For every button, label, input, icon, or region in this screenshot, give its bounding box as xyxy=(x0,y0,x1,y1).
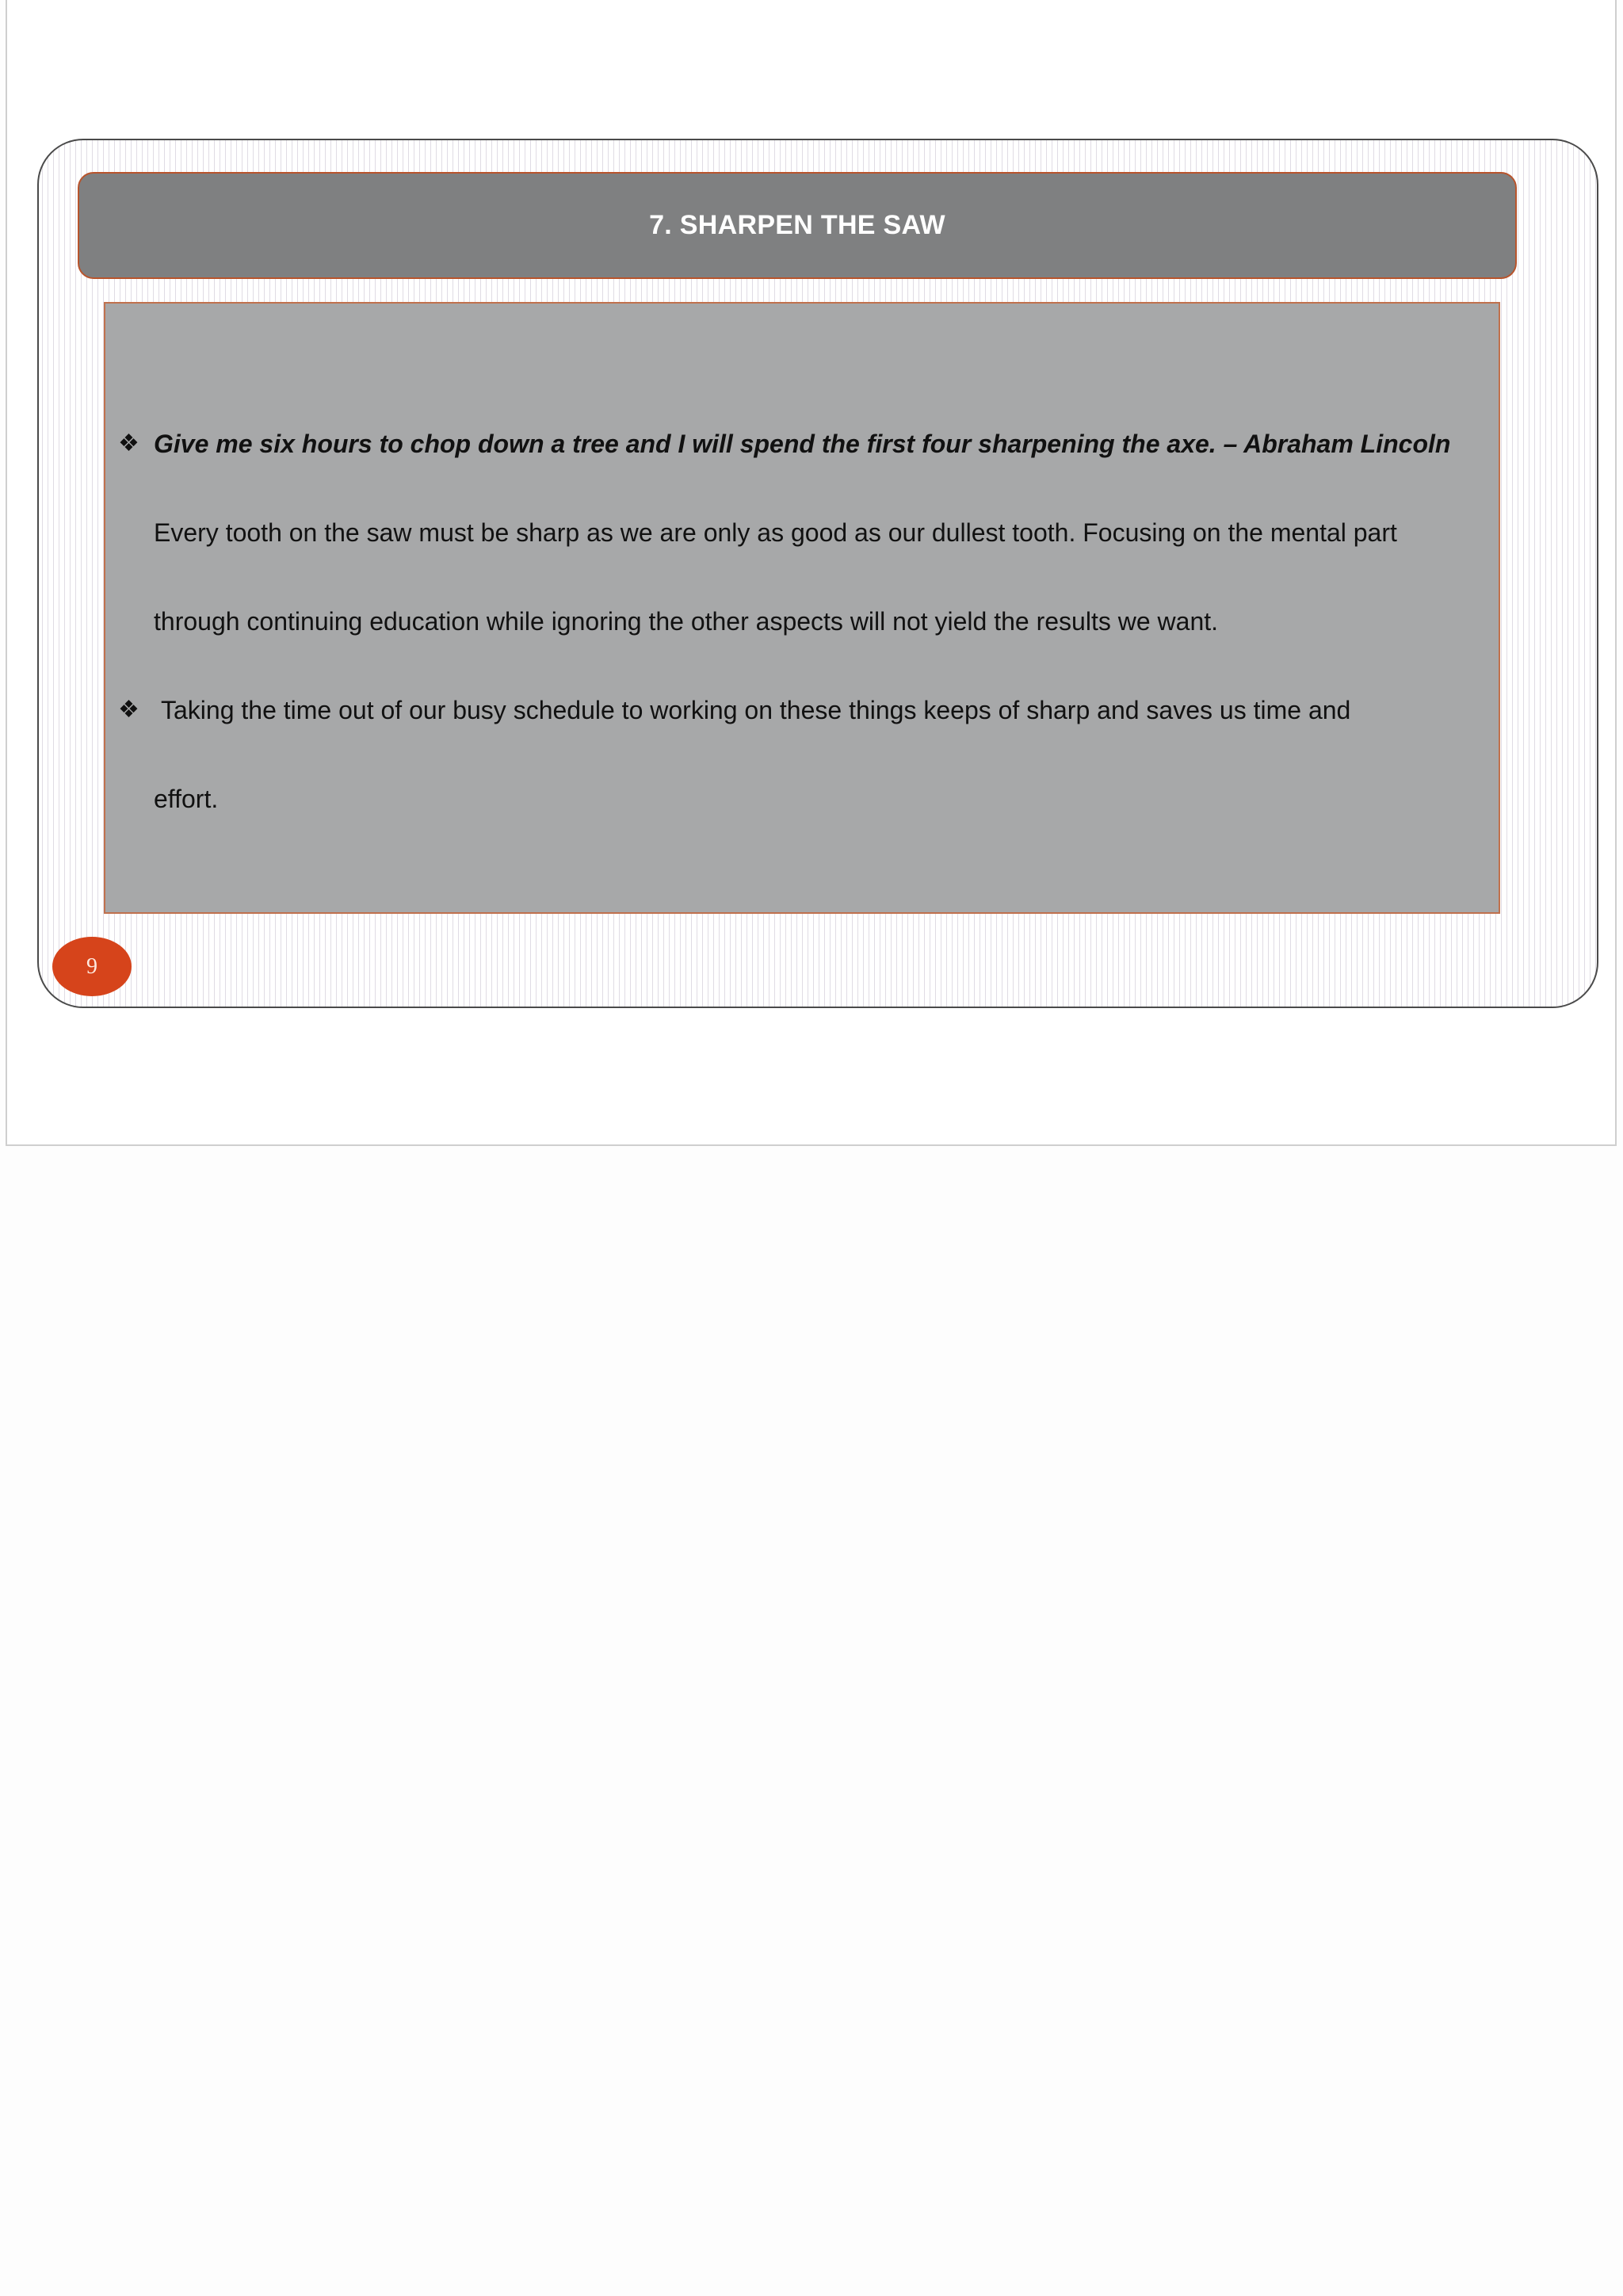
bullet-1-body-text-2: through continuing education while ignoring the other aspects will not yield the results we want. xyxy=(154,607,1219,636)
document-page xyxy=(6,0,1617,1146)
bullet-1-body-text-1: Every tooth on the saw must be sharp as we are only as good as our dullest tooth. Focusing on the mental part xyxy=(154,518,1397,547)
page-number: 9 xyxy=(86,953,97,979)
bullet-1-quote: Give me six hours to chop down a tree and I will spend the first four sharpening the axe. – Abraham Lincoln xyxy=(154,430,1451,458)
slide-card xyxy=(37,139,1598,1008)
page-number-badge xyxy=(52,937,132,996)
diamond-bullet-icon: ❖ xyxy=(118,697,139,723)
diamond-bullet-icon: ❖ xyxy=(118,430,139,457)
slide-content-box xyxy=(104,302,1500,914)
slide-title-bar xyxy=(78,172,1517,279)
bullet-2-text-2: effort. xyxy=(154,785,219,813)
bullet-2-text-1: Taking the time out of our busy schedule to working on these things keeps of sharp and saves us time and xyxy=(161,696,1351,724)
slide-title: 7. SHARPEN THE SAW xyxy=(649,210,945,240)
